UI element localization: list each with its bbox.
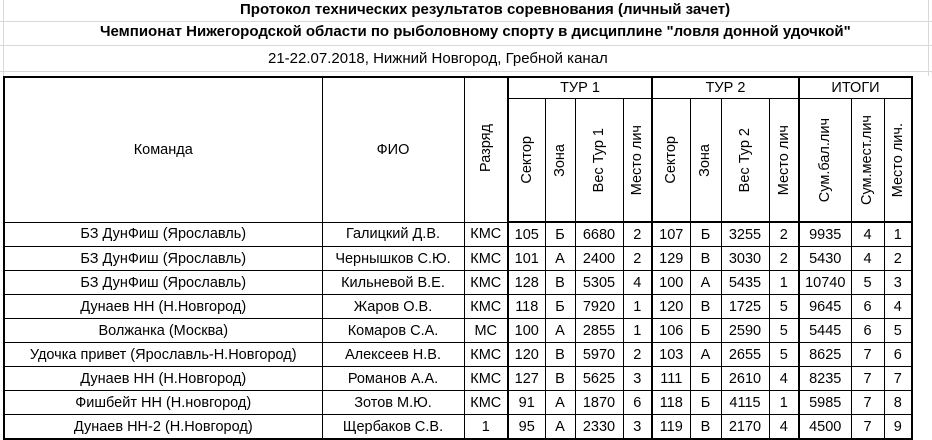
- cell-zone1: В: [545, 343, 575, 367]
- cell-team: Волжанка (Москва): [4, 319, 322, 343]
- cell-name: Комаров С.А.: [322, 319, 464, 343]
- cell-sum-places: 7: [851, 343, 884, 367]
- cell-sector1: 100: [508, 319, 545, 343]
- header-weight2-label: Вес Тур 2: [736, 127, 753, 193]
- cell-weight2: 4115: [721, 391, 769, 415]
- header-weight2: [721, 99, 769, 223]
- cell-sector2: 129: [652, 247, 690, 271]
- header-rank-label: Разряд: [477, 123, 494, 172]
- cell-weight1: 6680: [575, 222, 623, 247]
- cell-sum-places: 4: [851, 247, 884, 271]
- cell-zone1: А: [545, 319, 575, 343]
- cell-team: Дунаев НН (Н.Новгород): [4, 295, 322, 319]
- header-sum-places: [851, 99, 884, 223]
- cell-zone2: Б: [690, 367, 721, 391]
- header-sum-points: [799, 99, 851, 223]
- cell-weight2: 5435: [721, 271, 769, 295]
- cell-sector2: 106: [652, 319, 690, 343]
- gridline: [0, 21, 932, 22]
- cell-weight1: 1870: [575, 391, 623, 415]
- cell-sector1: 101: [508, 247, 545, 271]
- cell-zone2: Б: [690, 222, 721, 247]
- cell-place2: 2: [769, 247, 799, 271]
- cell-rank: КМС: [464, 271, 508, 295]
- header-weight1-label: Вес Тур 1: [590, 127, 607, 193]
- cell-sector2: 100: [652, 271, 690, 295]
- cell-rank: 1: [464, 415, 508, 440]
- header-zone1: [545, 99, 575, 223]
- cell-place1: 3: [623, 415, 652, 440]
- cell-place2: 5: [769, 343, 799, 367]
- cell-sector2: 111: [652, 367, 690, 391]
- cell-name: Щербаков С.В.: [322, 415, 464, 440]
- cell-place2: 1: [769, 271, 799, 295]
- cell-zone2: А: [690, 271, 721, 295]
- cell-name: Чернышков С.Ю.: [322, 247, 464, 271]
- cell-place1: 2: [623, 222, 652, 247]
- header-place1-label: Место лич: [629, 124, 645, 196]
- cell-sector2: 119: [652, 415, 690, 440]
- cell-final-place: 1: [884, 222, 912, 247]
- results-table: [3, 76, 913, 440]
- cell-rank: КМС: [464, 247, 508, 271]
- cell-place2: 5: [769, 295, 799, 319]
- cell-final-place: 6: [884, 343, 912, 367]
- cell-zone1: Б: [545, 295, 575, 319]
- cell-sum-places: 6: [851, 295, 884, 319]
- cell-final-place: 3: [884, 271, 912, 295]
- cell-weight2: 2170: [721, 415, 769, 440]
- cell-zone1: А: [545, 415, 575, 440]
- championship-title: Чемпионат Нижегородской области по рыболовному спорту в дисциплине "ловля донной удочкой": [100, 23, 851, 40]
- cell-place1: 1: [623, 295, 652, 319]
- table-row: [4, 319, 912, 343]
- gridline: [0, 71, 932, 72]
- cell-place1: 4: [623, 271, 652, 295]
- header-team: Команда: [4, 77, 322, 222]
- cell-rank: КМС: [464, 295, 508, 319]
- header-sector1: [508, 99, 545, 223]
- protocol-title: Протокол технических результатов соревнования (личный зачет): [240, 1, 731, 18]
- cell-zone2: А: [690, 343, 721, 367]
- cell-team: Фишбейт НН (Н.новгород): [4, 391, 322, 415]
- cell-weight2: 3030: [721, 247, 769, 271]
- table-row: [4, 271, 912, 295]
- table-row: [4, 295, 912, 319]
- cell-final-place: 5: [884, 319, 912, 343]
- header-place2: [769, 99, 799, 223]
- cell-weight2: 2610: [721, 367, 769, 391]
- cell-sum-points: 9645: [799, 295, 851, 319]
- cell-final-place: 7: [884, 367, 912, 391]
- cell-rank: КМС: [464, 222, 508, 247]
- cell-place2: 1: [769, 391, 799, 415]
- cell-rank: КМС: [464, 391, 508, 415]
- cell-weight1: 5305: [575, 271, 623, 295]
- cell-name: Жаров О.В.: [322, 295, 464, 319]
- cell-weight2: 3255: [721, 222, 769, 247]
- cell-sum-points: 9935: [799, 222, 851, 247]
- header-sum-points-label: Сум.бал.лич: [817, 117, 833, 203]
- cell-place1: 3: [623, 367, 652, 391]
- cell-sector1: 91: [508, 391, 545, 415]
- cell-rank: МС: [464, 319, 508, 343]
- cell-zone1: А: [545, 247, 575, 271]
- cell-sector2: 118: [652, 391, 690, 415]
- cell-sum-points: 5985: [799, 391, 851, 415]
- cell-sum-places: 4: [851, 222, 884, 247]
- cell-name: Кильневой В.Е.: [322, 271, 464, 295]
- table-row: [4, 367, 912, 391]
- cell-team: Удочка привет (Ярославль-Н.Новгород): [4, 343, 322, 367]
- header-name: ФИО: [322, 77, 464, 222]
- cell-sector2: 103: [652, 343, 690, 367]
- cell-sum-points: 8625: [799, 343, 851, 367]
- cell-weight2: 1725: [721, 295, 769, 319]
- table-row: [4, 415, 912, 440]
- cell-final-place: 9: [884, 415, 912, 440]
- cell-team: БЗ ДунФиш (Ярославль): [4, 247, 322, 271]
- header-totals: ИТОГИ: [799, 77, 912, 99]
- cell-place1: 1: [623, 319, 652, 343]
- header-sum-places-label: Сум.мест.лич: [859, 114, 876, 206]
- cell-sum-places: 5: [851, 271, 884, 295]
- cell-rank: КМС: [464, 343, 508, 367]
- cell-team: БЗ ДунФиш (Ярославль): [4, 271, 322, 295]
- cell-sum-places: 7: [851, 391, 884, 415]
- cell-place2: 4: [769, 367, 799, 391]
- cell-zone2: В: [690, 415, 721, 440]
- cell-sum-points: 4500: [799, 415, 851, 440]
- header-sector1-label: Сектор: [518, 136, 535, 184]
- header-zone1-label: Зона: [551, 143, 568, 177]
- header-sector2: [652, 99, 690, 223]
- table-row: [4, 391, 912, 415]
- cell-place2: 5: [769, 319, 799, 343]
- cell-zone2: Б: [690, 391, 721, 415]
- cell-weight1: 2400: [575, 247, 623, 271]
- header-tour1: ТУР 1: [508, 77, 652, 99]
- gridline: [3, 0, 4, 76]
- cell-weight2: 2655: [721, 343, 769, 367]
- gridline: [0, 45, 932, 46]
- cell-team: БЗ ДунФиш (Ярославль): [4, 222, 322, 247]
- cell-zone1: В: [545, 367, 575, 391]
- cell-sector1: 105: [508, 222, 545, 247]
- cell-sum-places: 6: [851, 319, 884, 343]
- cell-zone1: А: [545, 391, 575, 415]
- cell-final-place: 8: [884, 391, 912, 415]
- cell-weight1: 7920: [575, 295, 623, 319]
- header-zone2: [690, 99, 721, 223]
- cell-name: Зотов М.Ю.: [322, 391, 464, 415]
- cell-sum-points: 10740: [799, 271, 851, 295]
- cell-sector2: 107: [652, 222, 690, 247]
- cell-name: Галицкий Д.В.: [322, 222, 464, 247]
- cell-weight1: 5625: [575, 367, 623, 391]
- cell-sector1: 120: [508, 343, 545, 367]
- header-zone2-label: Зона: [697, 143, 714, 177]
- table-row: [4, 343, 912, 367]
- cell-sum-points: 5445: [799, 319, 851, 343]
- cell-final-place: 2: [884, 247, 912, 271]
- cell-sector2: 120: [652, 295, 690, 319]
- cell-name: Романов А.А.: [322, 367, 464, 391]
- cell-zone1: В: [545, 271, 575, 295]
- cell-sum-places: 7: [851, 415, 884, 440]
- header-place2-label: Место лич: [775, 124, 792, 196]
- cell-place1: 2: [623, 343, 652, 367]
- header-final-place-label: Место лич.: [889, 122, 906, 198]
- cell-zone1: Б: [545, 222, 575, 247]
- cell-zone2: В: [690, 247, 721, 271]
- cell-place2: 4: [769, 415, 799, 440]
- cell-sector1: 118: [508, 295, 545, 319]
- cell-sum-points: 8235: [799, 367, 851, 391]
- cell-team: Дунаев НН (Н.Новгород): [4, 367, 322, 391]
- cell-place1: 6: [623, 391, 652, 415]
- header-sector2-label: Сектор: [663, 136, 679, 184]
- cell-weight1: 2330: [575, 415, 623, 440]
- cell-sector1: 128: [508, 271, 545, 295]
- table-row: [4, 247, 912, 271]
- header-place1: [623, 99, 652, 223]
- cell-rank: КМС: [464, 367, 508, 391]
- cell-team: Дунаев НН-2 (Н.Новгород): [4, 415, 322, 440]
- cell-name: Алексеев Н.В.: [322, 343, 464, 367]
- cell-sum-places: 7: [851, 367, 884, 391]
- cell-final-place: 4: [884, 295, 912, 319]
- cell-place1: 2: [623, 247, 652, 271]
- header-weight1: [575, 99, 623, 223]
- header-rank: [464, 77, 508, 222]
- cell-zone2: Б: [690, 319, 721, 343]
- cell-zone2: В: [690, 295, 721, 319]
- cell-sector1: 95: [508, 415, 545, 440]
- cell-weight2: 2590: [721, 319, 769, 343]
- cell-sector1: 127: [508, 367, 545, 391]
- date-location: 21-22.07.2018, Нижний Новгород, Гребной канал: [268, 50, 608, 67]
- cell-place2: 2: [769, 222, 799, 247]
- cell-weight1: 5970: [575, 343, 623, 367]
- cell-sum-points: 5430: [799, 247, 851, 271]
- table-row: [4, 222, 912, 247]
- header-tour2: ТУР 2: [652, 77, 799, 99]
- results-body: [4, 222, 912, 439]
- cell-weight1: 2855: [575, 319, 623, 343]
- header-final-place: [884, 99, 912, 223]
